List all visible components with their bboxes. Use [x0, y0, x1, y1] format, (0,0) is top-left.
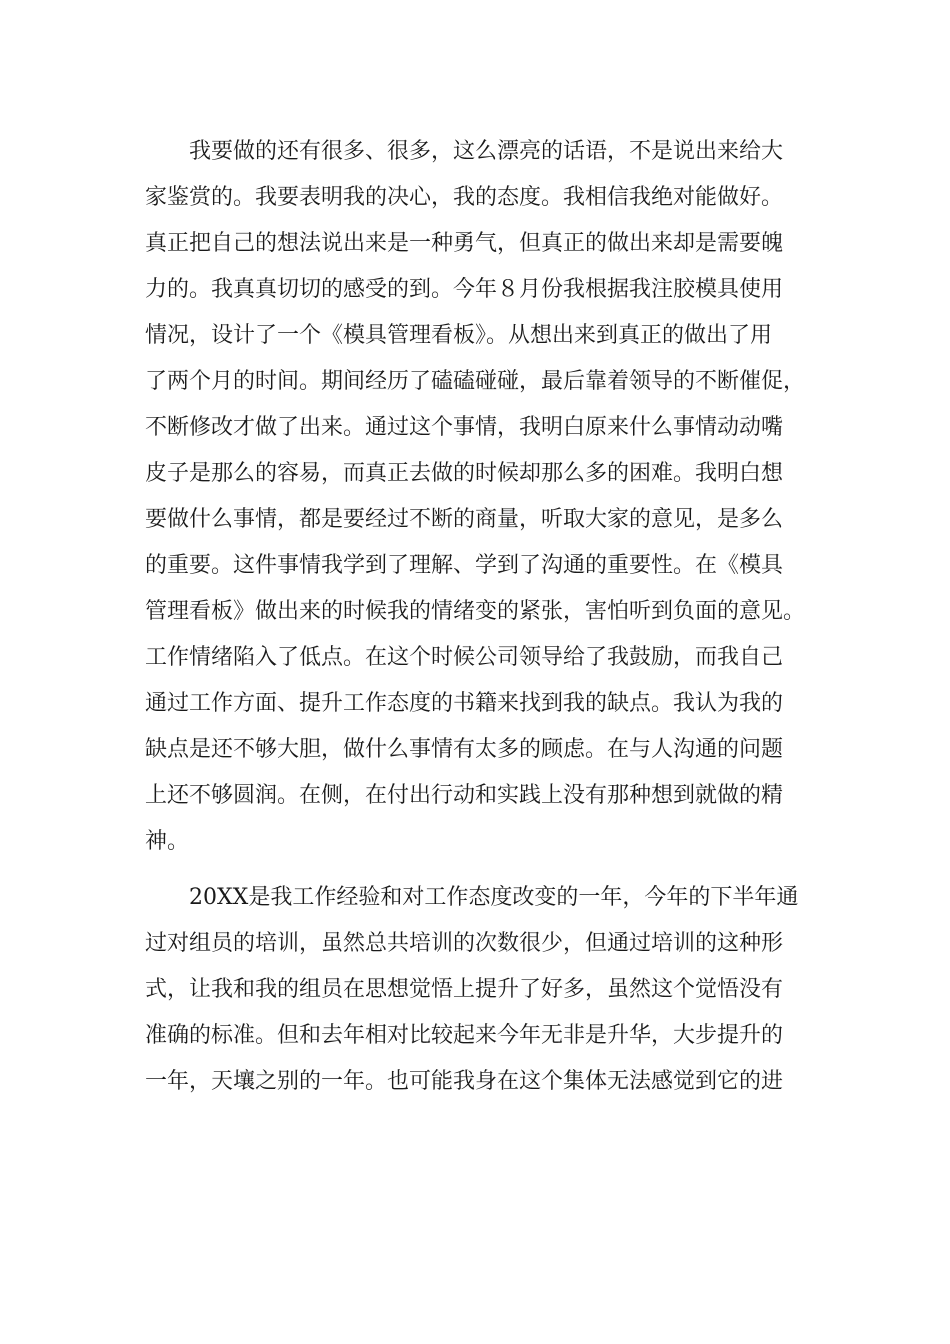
- paragraph-1-line-9: 要做什么事情，都是要经过不断的商量，听取大家的意见，是多么: [145, 507, 784, 532]
- paragraph-1-line-6: 了两个月的时间。期间经历了磕磕碰碰，最后靠着领导的不断催促，: [145, 369, 806, 394]
- paragraph-2-line-2: 过对组员的培训，虽然总共培训的次数很少，但通过培训的这种形: [145, 931, 784, 956]
- paragraph-1-line-10: 的重要。这件事情我学到了理解、学到了沟通的重要性。在《模具: [145, 553, 784, 578]
- paragraph-1-line-12: 工作情绪陷入了低点。在这个时候公司领导给了我鼓励，而我自己: [145, 645, 784, 670]
- paragraph-1-line-15: 上还不够圆润。在侧，在付出行动和实践上没有那种想到就做的精: [145, 783, 784, 808]
- paragraph-2-line-1: 20XX是我工作经验和对工作态度改变的一年，今年的下半年通: [189, 885, 799, 910]
- paragraph-1-line-16: 神。: [145, 829, 190, 854]
- paragraph-1-line-11: 管理看板》做出来的时候我的情绪变的紧张，害怕听到负面的意见。: [145, 599, 806, 624]
- paragraph-2-line-4: 准确的标准。但和去年相对比较起来今年无非是升华，大步提升的: [145, 1023, 784, 1048]
- paragraph-1-line-4: 力的。我真真切切的感受的到。今年８月份我根据我注胶模具使用: [145, 277, 784, 302]
- paragraph-1-line-13: 通过工作方面、提升工作态度的书籍来找到我的缺点。我认为我的: [145, 691, 784, 716]
- paragraph-1-line-7: 不断修改才做了出来。通过这个事情，我明白原来什么事情动动嘴: [145, 415, 784, 440]
- paragraph-2-line-5: 一年，天壤之别的一年。也可能我身在这个集体无法感觉到它的进: [145, 1069, 784, 1094]
- paragraph-1-line-14: 缺点是还不够大胆，做什么事情有太多的顾虑。在与人沟通的问题: [145, 737, 784, 762]
- paragraph-1-line-8: 皮子是那么的容易，而真正去做的时候却那么多的困难。我明白想: [145, 461, 784, 486]
- paragraph-1-line-2: 家鉴赏的。我要表明我的决心，我的态度。我相信我绝对能做好。: [145, 185, 784, 210]
- paragraph-1-line-1: 我要做的还有很多、很多，这么漂亮的话语，不是说出来给大: [189, 139, 784, 164]
- paragraph-2-line-3: 式，让我和我的组员在思想觉悟上提升了好多，虽然这个觉悟没有: [145, 977, 784, 1002]
- paragraph-1-line-3: 真正把自己的想法说出来是一种勇气，但真正的做出来却是需要魄: [145, 231, 784, 256]
- paragraph-1-line-5: 情况，设计了一个《模具管理看板》。从想出来到真正的做出了用: [145, 323, 773, 348]
